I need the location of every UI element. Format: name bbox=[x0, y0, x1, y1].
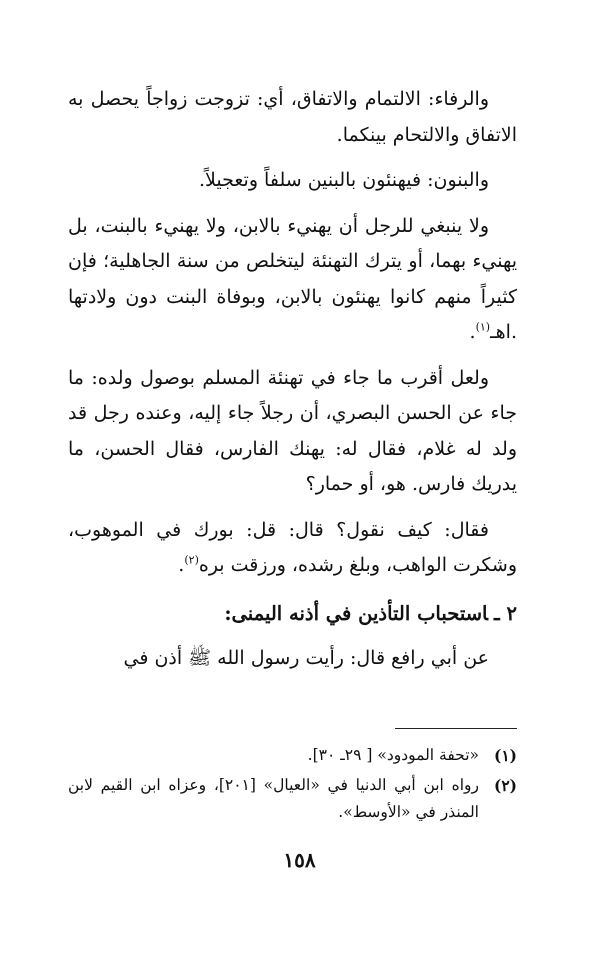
paragraph-abu-rafi bbox=[68, 641, 517, 677]
footnote-ref-2[interactable]: (٢) bbox=[184, 553, 199, 567]
page-number: ١٥٨ bbox=[283, 848, 316, 872]
paragraph-banun bbox=[68, 163, 517, 199]
section-title: استحباب التأذين في أذنه اليمنى: bbox=[224, 601, 488, 625]
paragraph-text: والرفاء: الالتمام والاتفاق، أي: تزوجت زواجاً يحصل به الاتفاق والالتحام بينكما. bbox=[68, 88, 517, 146]
footnote-text: رواه ابن أبي الدنيا في «العيال» [٢٠١]، وعزاه ابن القيم لابن المنذر في «الأوسط». bbox=[68, 776, 479, 821]
paragraph-text: فقال: كيف نقول؟ قال: قل: بورك في الموهوب، وشكرت الواهب، وبلغ رشده، ورزقت بره bbox=[68, 518, 517, 576]
paragraph-text: عن أبي رافع قال: رأيت رسول الله ﷺ أذن في bbox=[123, 647, 489, 669]
paragraph-text: ولعل أقرب ما جاء في تهنئة المسلم بوصول ولده: ما جاء عن الحسن البصري، أن رجلاً جاء إليه، وعنده رجل قد ولد له غلام، فقال له: يهنك الفارس، فقال الحسن، ما يدريك فارس. هو، أو حمار؟ bbox=[68, 366, 517, 495]
footnote-number: (٢) bbox=[493, 776, 517, 795]
footnote-1 bbox=[68, 742, 517, 769]
paragraph-dua bbox=[68, 513, 517, 584]
section-number: ٢ ـ bbox=[494, 601, 517, 625]
paragraph-end-mark: . bbox=[469, 321, 476, 343]
paragraph-text: ولا ينبغي للرجل أن يهنيء بالابن، ولا يهنيء بالبنت، بل يهنيء بهما، أو يترك التهنئة ليتخلص من سنة الجاهلية؛ فإن كثيراً منهم كانوا يهنئون بالابن، وبوفاة البنت دون ولادتها .اهـ bbox=[68, 214, 517, 343]
footnote-separator bbox=[395, 728, 517, 729]
footnote-number: (١) bbox=[493, 746, 517, 765]
footnote-ref-1[interactable]: (١) bbox=[475, 320, 491, 334]
paragraph-hasan bbox=[68, 361, 517, 503]
section-heading bbox=[68, 596, 517, 632]
paragraph-end-mark: . bbox=[178, 554, 185, 576]
main-text bbox=[68, 82, 517, 687]
footnote-text: «تحفة المودود» [ ٢٩ـ ٣٠]. bbox=[307, 746, 479, 764]
paragraph-tahnia bbox=[68, 209, 517, 351]
paragraph-rafaa bbox=[68, 82, 517, 153]
footnote-2 bbox=[68, 772, 517, 826]
footnotes bbox=[68, 742, 517, 829]
paragraph-text: والبنون: فيهنئون بالبنين سلفاً وتعجيلاً. bbox=[199, 169, 489, 191]
